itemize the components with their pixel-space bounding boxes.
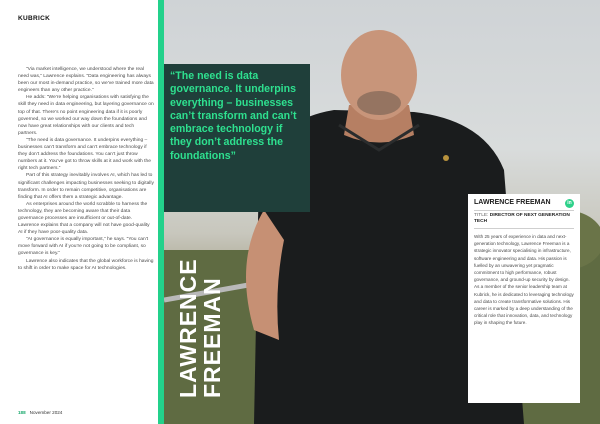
body-paragraph: “Via market intelligence, we understood where the real need was,” Lawrence explains. “Data engineering has always been our most in-demand practice, so we’ve trained more data engineers than any other practice.” [18, 67, 154, 94]
body-paragraph: Lawrence also indicates that the global workforce is having to shift in order to make space for AI technologies. [18, 258, 154, 271]
pull-quote: “The need is data governance. It underpins everything – businesses can’t transform and can’t embrace technology if they don’t address the foundations” [170, 70, 297, 162]
issue-date: November 2024 [29, 410, 63, 415]
article-body [18, 66, 154, 272]
profile-title [474, 210, 574, 225]
logo-emblem [443, 155, 449, 161]
profile-name: LAWRENCE FREEMAN [474, 199, 551, 206]
body-paragraph: “The need is data governance. It underpins everything – businesses can’t transform and can’t embrace technology if they don’t address the foundations. You can’t just throw numbers at it. You’ve got to throw skills at it and work with the right tech partners.” [18, 137, 151, 172]
body-paragraph: Part of this strategy inevitably involves AI, which has led to significant challenges impacting businesses seeking to digitally transform. In order to remain competitive, organisations are finding that AI offers them a strategic advantage. [18, 173, 154, 200]
pull-quote-box [164, 64, 310, 212]
vertical-name [176, 258, 224, 398]
title-label: TITLE: [474, 213, 489, 218]
page-number: 188 [18, 410, 26, 415]
profile-card [468, 194, 580, 403]
body-paragraph: “AI governance is equally important,” he says. “You can’t move forward with AI if you’re not going to be compliant, so governance is key.” [18, 237, 149, 257]
body-paragraph: As enterprises around the world scrabble to harness the technology, they are becoming aware that their data governance processes are insufficient or out-of-date. Lawrence explains that a company will not have good-quality AI if they have poor-quality data. [18, 201, 150, 236]
profile-bio: With 25 years of experience in data and next-generation technology, Lawrence Freeman is a strategic innovator specialising in infrastructure, software engineering and data. His passion is fuelled by an unwavering yet pragmatic commitment to high performance, robust governance, and ground-up security by design. As a member of the senior leadership team at Kubrick, he is dedicated to leveraging technology and data to create transformative solutions. His career is marked by a deep understanding of the critical role that innovation, data, and technology play in shaping the future. [474, 228, 574, 327]
linkedin-icon[interactable]: in [565, 199, 574, 208]
beard [357, 91, 401, 115]
vertical-first-name: LAWRENCE [175, 258, 201, 398]
brand-header: KUBRICK [18, 15, 51, 22]
title-value: DIRECTOR OF NEXT GENERATION TECH [474, 213, 570, 224]
article-text-column [0, 0, 158, 424]
vertical-last-name: FREEMAN [199, 277, 225, 398]
page-footer [18, 410, 62, 415]
body-paragraph: He adds: “We’re helping organisations with satisfying the skill they need in data engineering, but layering governance on top of that. There’s no point engineering data if it is poorly governed, so we worked our way down the foundations and now have great relationships with our clients and tech partners. [18, 95, 154, 136]
